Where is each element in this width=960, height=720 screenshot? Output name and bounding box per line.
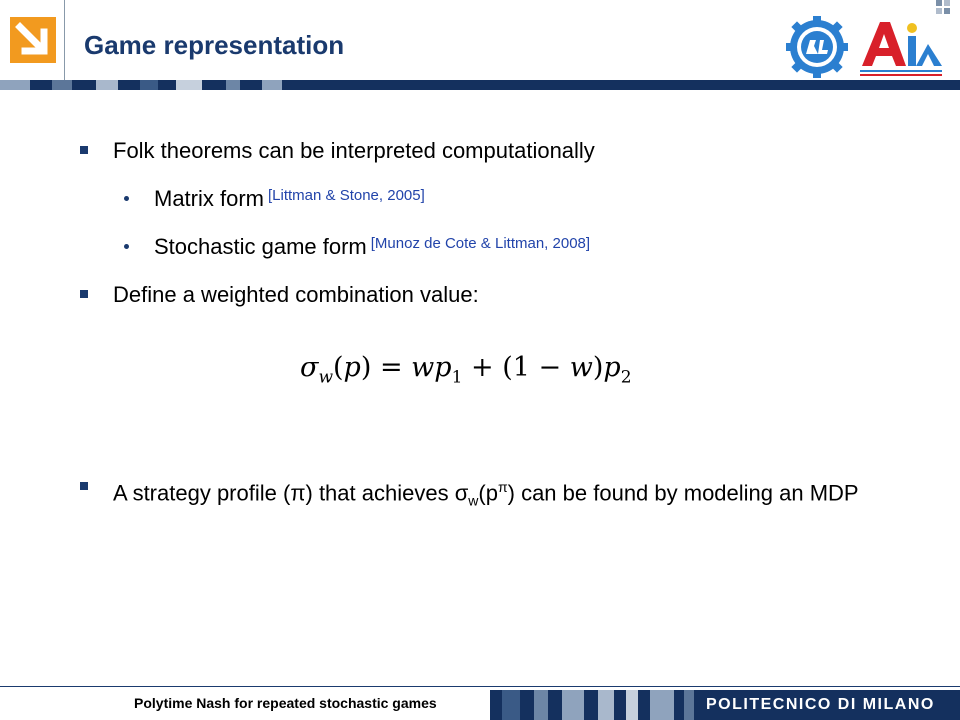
dot-bullet-icon	[124, 196, 129, 201]
corner-dots-decoration	[936, 0, 956, 16]
square-bullet-icon	[80, 290, 88, 298]
slide-title: Game representation	[84, 30, 345, 60]
airlab-logo	[856, 14, 944, 80]
bullet-text: Define a weighted combination value:	[113, 282, 479, 307]
sub-bullet-matrix-form	[124, 186, 425, 212]
bullet-text: A strategy profile (π) that achieves $\sigma_w(p^\pi)$ can be found by modeling an MDP	[113, 479, 859, 509]
square-bullet-icon	[80, 482, 88, 490]
footer-divider	[0, 686, 960, 687]
weighted-combination-formula: $\sigma_w(p) = wp_1 + (1 - w)p_2$	[300, 352, 632, 388]
dot-bullet-icon	[124, 244, 129, 249]
bullet-weighted-combination	[80, 282, 479, 308]
sub-bullet-text: Stochastic game form	[154, 234, 367, 259]
header-divider	[64, 0, 65, 82]
rl3-gear-logo	[786, 16, 848, 78]
square-bullet-icon	[80, 146, 88, 154]
citation: [Littman & Stone, 2005]	[268, 187, 425, 204]
institution-name: POLITECNICO DI MILANO	[706, 696, 935, 713]
arrow-logo-icon	[0, 0, 64, 82]
footer-title: Polytime Nash for repeated stochastic games	[134, 695, 437, 711]
sub-bullet-text: Matrix form	[154, 186, 264, 211]
sub-bullet-stochastic-game-form	[124, 234, 590, 260]
bullet-text: Folk theorems can be interpreted computationally	[113, 138, 595, 163]
bullet-folk-theorems	[80, 138, 595, 164]
header-band	[0, 80, 960, 90]
bullet-strategy-profile	[80, 474, 943, 514]
citation: [Munoz de Cote & Littman, 2008]	[370, 235, 591, 252]
